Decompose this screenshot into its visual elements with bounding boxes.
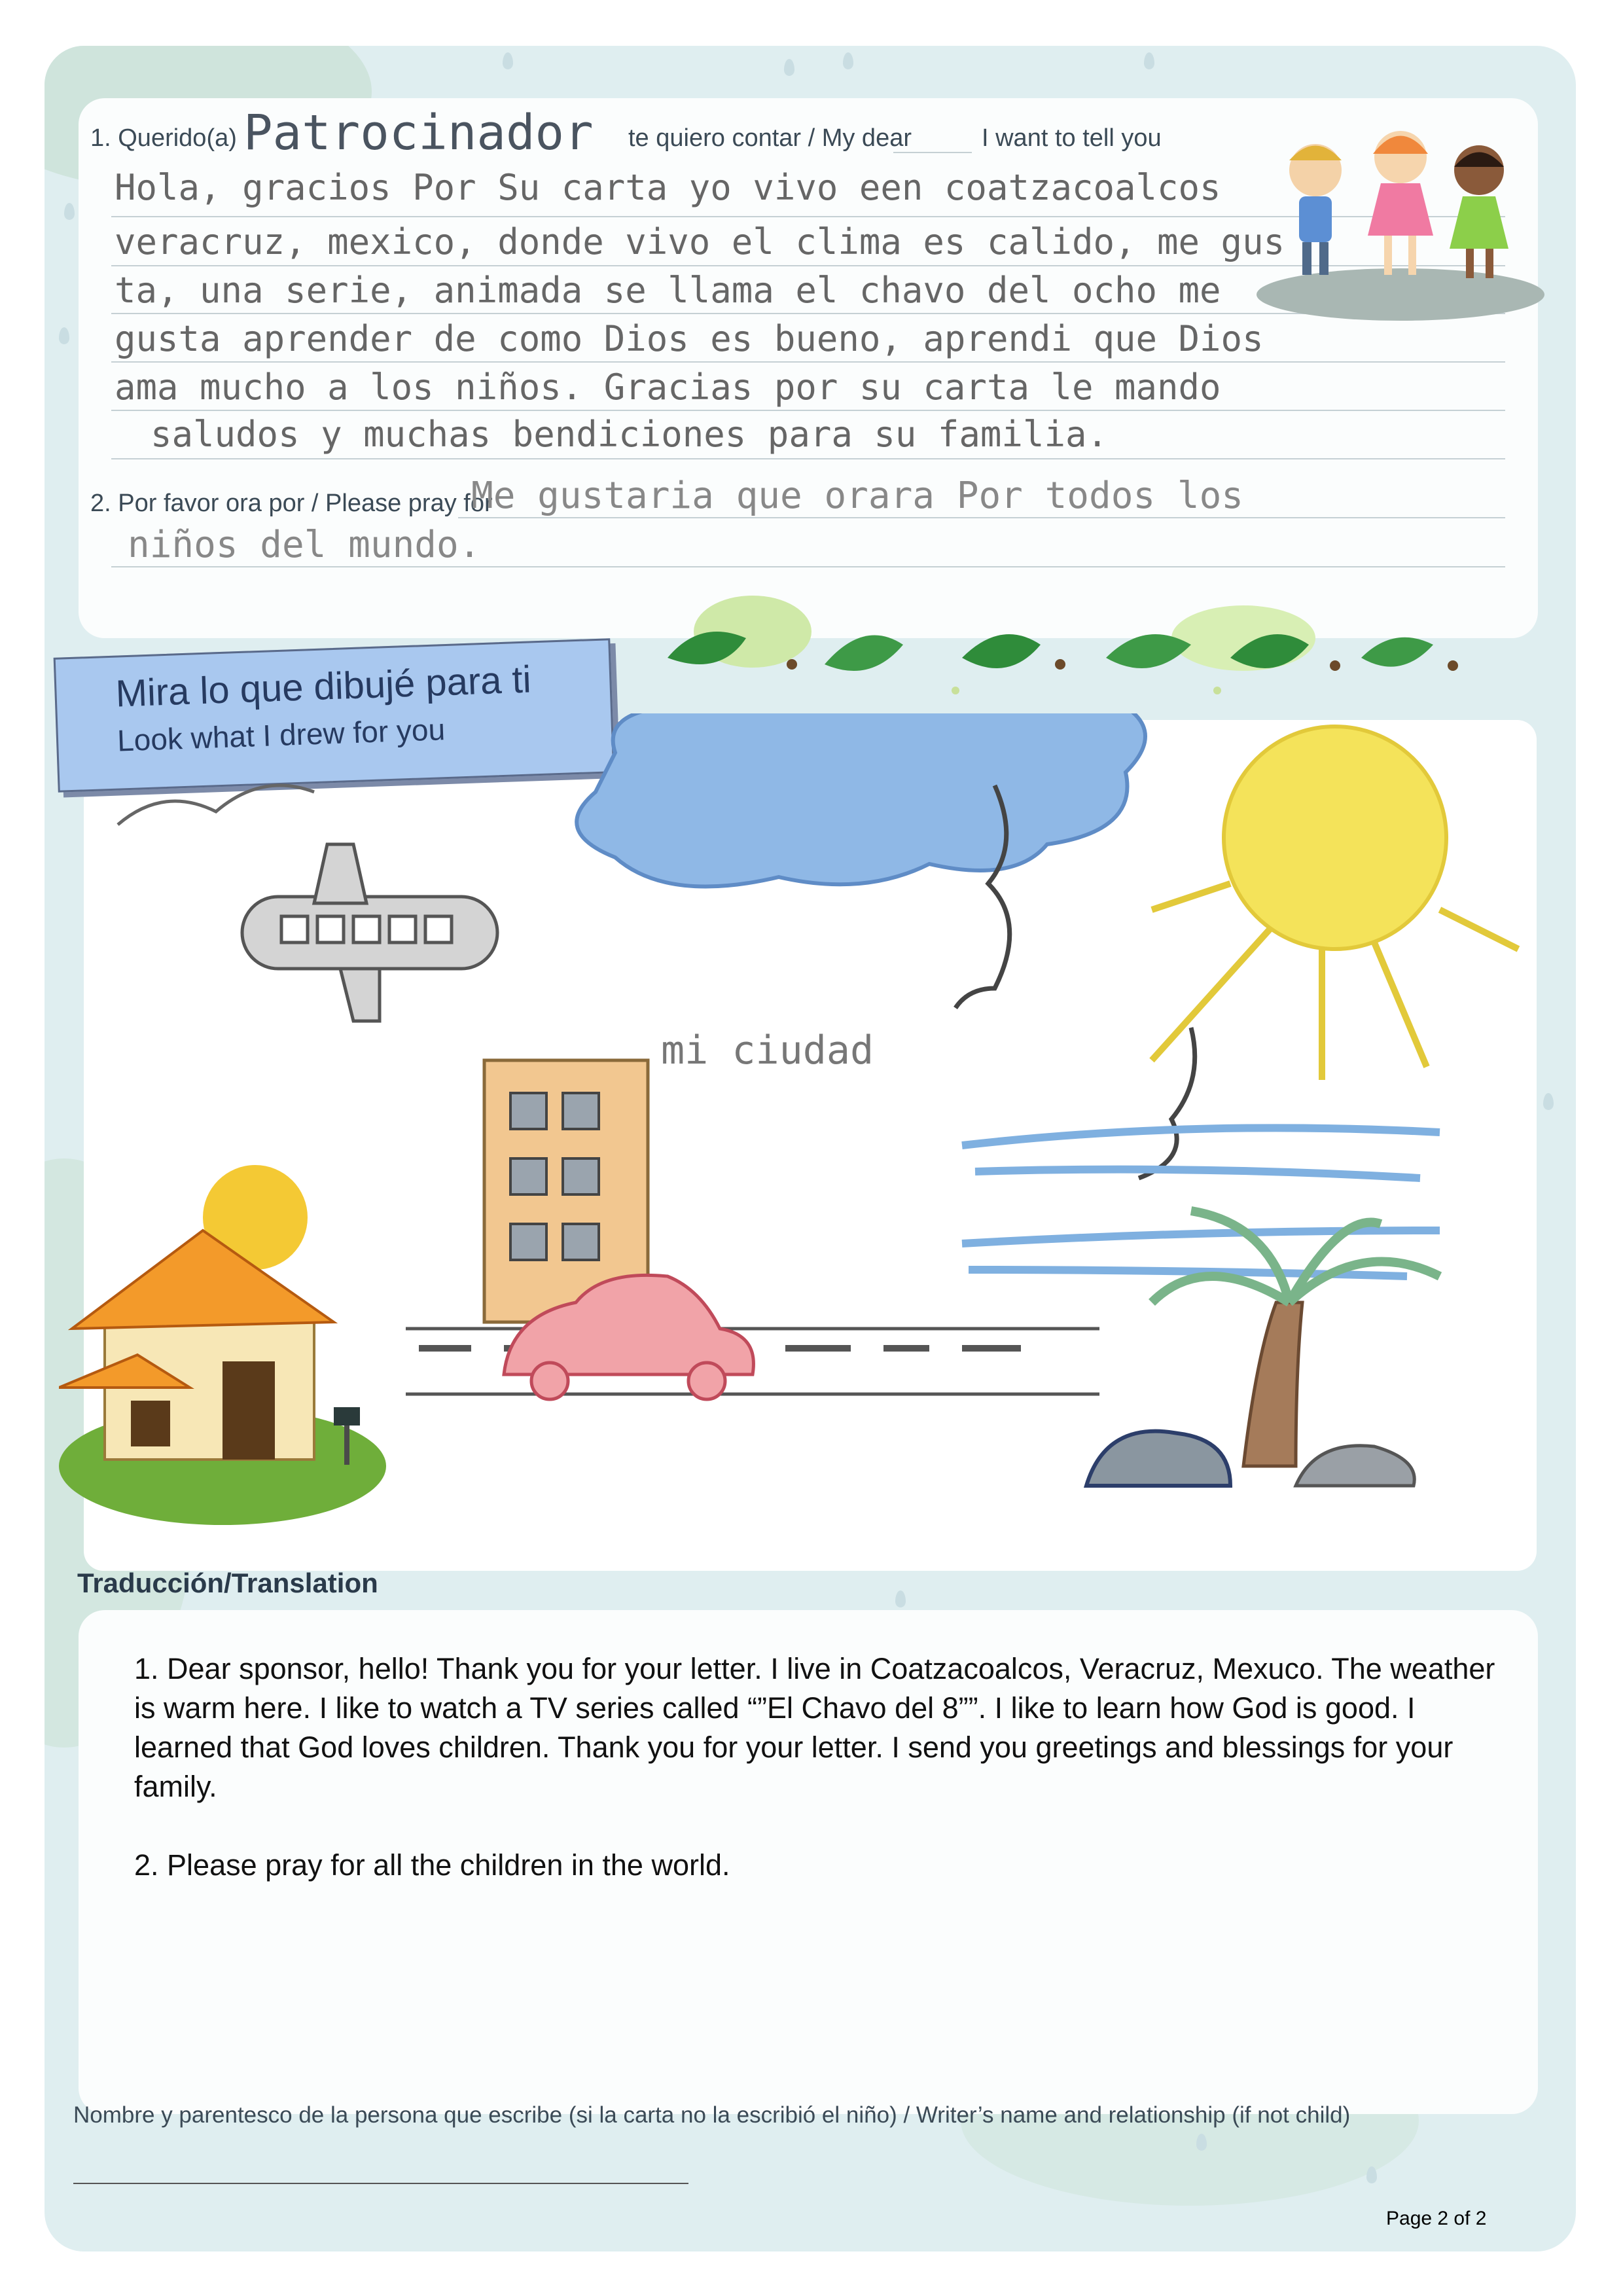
section1-label-mid: te quiero contar / My dear xyxy=(628,124,912,152)
line-rule xyxy=(458,517,1505,518)
drawing-caption-handwritten: mi ciudad xyxy=(661,1028,874,1073)
raindrop-icon xyxy=(784,59,794,76)
handwritten-line: saludos y muchas bendiciones para su familia. xyxy=(151,414,1108,455)
raindrop-icon xyxy=(59,327,69,344)
raindrop-icon xyxy=(895,1590,906,1607)
section2-label: 2. Por favor ora por / Please pray for xyxy=(90,490,493,517)
translation-heading: Traducción/Translation xyxy=(77,1568,378,1598)
sponsor-handwritten: Patrocinador xyxy=(243,105,594,161)
handwritten-line: veracruz, mexico, donde vivo el clima es calido, me gus xyxy=(115,221,1285,262)
prayer-handwritten: Me gustaria que orara Por todos los xyxy=(471,475,1244,517)
translation-paragraph-2: 2. Please pray for all the children in the world. xyxy=(134,1848,730,1882)
handwritten-line: gusta aprender de como Dios es bueno, aprendi que Dios xyxy=(115,318,1264,359)
page-number: Page 2 of 2 xyxy=(1386,2208,1487,2229)
translation-text xyxy=(134,1649,1495,1924)
handwritten-line: ama mucho a los niños. Gracias por su carta le mando xyxy=(115,367,1221,408)
banner-title-es: Mira lo que dibujé para ti xyxy=(115,658,532,715)
section1-label-prefix: 1. Querido(a) xyxy=(90,124,237,152)
dear-blank-rule xyxy=(893,152,972,153)
line-rule xyxy=(111,410,1505,411)
raindrop-icon xyxy=(1196,2134,1207,2151)
house-illustration xyxy=(59,1158,399,1525)
writer-label: Nombre y parentesco de la persona que escribe (si la carta no la escribió el niño) / Writer’s name and relationship (if not child) xyxy=(73,2102,1351,2128)
line-rule xyxy=(111,566,1505,567)
raindrop-icon xyxy=(503,52,513,69)
raindrop-icon xyxy=(843,52,853,69)
line-rule xyxy=(111,361,1505,363)
translation-paragraph-1: 1. Dear sponsor, hello! Thank you for your letter. I live in Coatzacoalcos, Veracruz, Mexuco. The weather is warm here. I like to watch a TV series called “”El Chavo del 8””. I like to learn how God is good. I learned that God loves children. Thank you for your letter. I send you greetings and blessings for your family. xyxy=(134,1652,1495,1803)
children-illustration xyxy=(1257,98,1544,321)
prayer-handwritten: niños del mundo. xyxy=(128,524,481,566)
handwritten-line: Hola, gracios Por Su carta yo vivo een coatzacoalcos xyxy=(115,167,1221,208)
raindrop-icon xyxy=(1144,52,1154,69)
raindrop-icon xyxy=(1366,2166,1377,2183)
banner-title-en: Look what I drew for you xyxy=(116,712,446,758)
line-rule xyxy=(111,458,1505,459)
raindrop-icon xyxy=(64,203,75,220)
writer-signature-line xyxy=(73,2183,688,2184)
leaves-decoration xyxy=(654,592,1505,723)
handwritten-line: ta, una serie, animada se llama el chavo del ocho me xyxy=(115,270,1221,311)
section1-label-end: I want to tell you xyxy=(982,124,1162,152)
